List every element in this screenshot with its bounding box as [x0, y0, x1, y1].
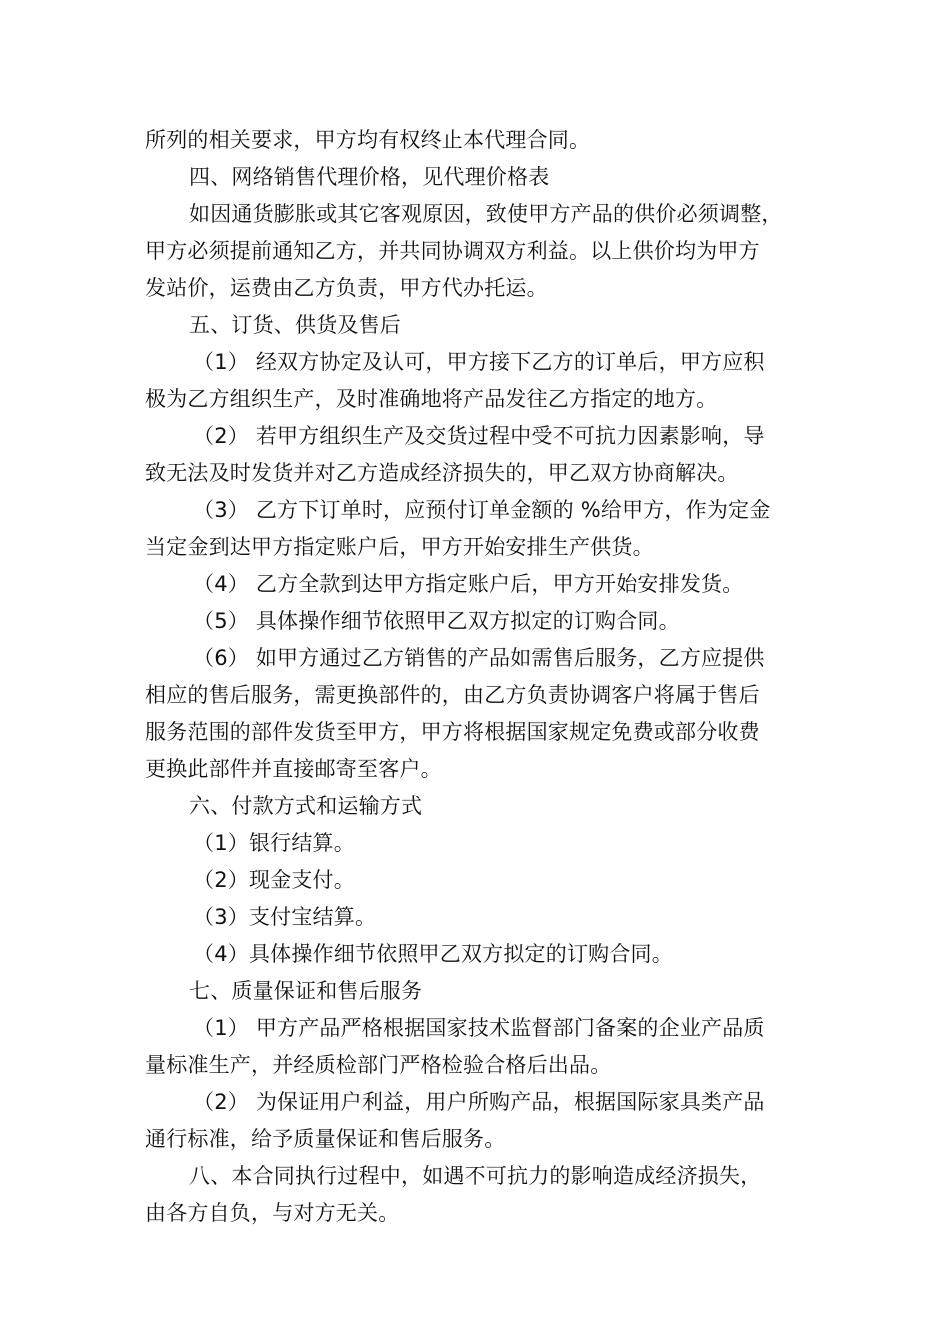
paragraph-line: 通行标准，给予质量保证和售后服务。	[145, 1127, 506, 1151]
paragraph-line: 服务范围的部件发货至甲方，甲方将根据国家规定免费或部分收费	[145, 720, 760, 744]
list-item: （1） 甲方产品严格根据国家技术监督部门备案的企业产品质	[193, 1016, 765, 1040]
section-heading: 六、付款方式和运输方式	[189, 794, 423, 818]
paragraph-line: 致无法及时发货并对乙方造成经济损失的，甲乙双方协商解决。	[145, 461, 739, 485]
list-item: （6） 如甲方通过乙方销售的产品如需售后服务，乙方应提供	[193, 646, 765, 670]
list-item: （2）现金支付。	[193, 868, 355, 892]
list-item: （2） 为保证用户利益，用户所购产品，根据国际家具类产品	[193, 1090, 765, 1114]
list-item: （1）银行结算。	[193, 831, 355, 855]
paragraph-line: 当定金到达甲方指定账户后，甲方开始安排生产供货。	[145, 535, 654, 559]
paragraph-line: 所列的相关要求，甲方均有权终止本代理合同。	[145, 128, 591, 152]
paragraph-line: 发站价，运费由乙方负责，甲方代办托运。	[145, 276, 548, 300]
list-item: （4） 乙方全款到达甲方指定账户后，甲方开始安排发货。	[193, 572, 744, 596]
list-item: （1） 经双方协定及认可，甲方接下乙方的订单后，甲方应积	[193, 350, 765, 374]
paragraph-line: 更换此部件并直接邮寄至客户。	[145, 757, 442, 781]
document-body	[145, 122, 810, 1232]
paragraph-line: 量标准生产，并经质检部门严格检验合格后出品。	[145, 1053, 612, 1077]
section-heading: 四、网络销售代理价格，见代理价格表	[189, 165, 550, 189]
section-heading: 五、订货、供货及售后	[189, 313, 401, 337]
list-item: （3） 乙方下订单时，应预付订单金额的 %给甲方，作为定金	[193, 498, 771, 522]
paragraph-line: 如因通货膨胀或其它客观原因，致使甲方产品的供价必须调整，	[189, 202, 783, 226]
list-item: （5） 具体操作细节依照甲乙双方拟定的订购合同。	[193, 609, 680, 633]
section-heading: 七、质量保证和售后服务	[189, 979, 423, 1003]
list-item: （2） 若甲方组织生产及交货过程中受不可抗力因素影响，导	[193, 424, 765, 448]
paragraph-line: 相应的售后服务，需更换部件的，由乙方负责协调客户将属于售后	[145, 683, 760, 707]
paragraph-line: 极为乙方组织生产，及时准确地将产品发往乙方指定的地方。	[145, 387, 718, 411]
list-item: （4）具体操作细节依照甲乙双方拟定的订购合同。	[193, 942, 673, 966]
section-heading: 八、本合同执行过程中，如遇不可抗力的影响造成经济损失，	[189, 1164, 762, 1188]
paragraph-line: 由各方自负，与对方无关。	[145, 1201, 400, 1225]
paragraph-line: 甲方必须提前通知乙方，并共同协调双方利益。以上供价均为甲方	[145, 239, 760, 263]
list-item: （3）支付宝结算。	[193, 905, 377, 929]
